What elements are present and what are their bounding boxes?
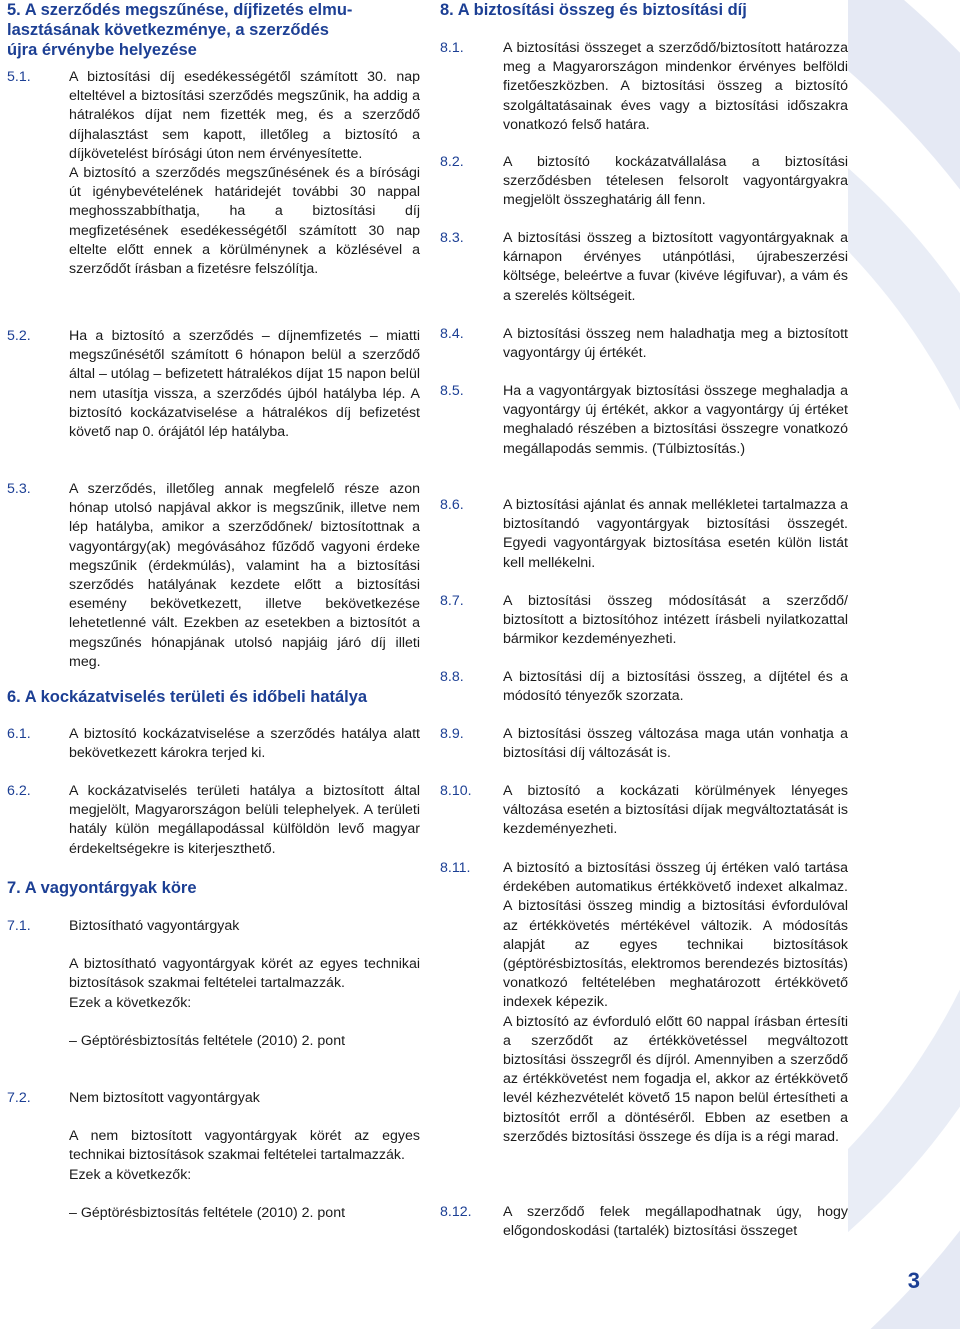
item-number: 8.4. — [440, 326, 464, 342]
item-number: 8.5. — [440, 383, 464, 399]
item-number: 5.3. — [7, 481, 31, 497]
paragraph: A biztosítási összeg a biztosított vagyontárgyaknak a kárnapon érvényes utánpótlási, újrabeszerzési költsége, beleértve a fuvar (kivéve légifuvar), a vám és a szerelés költségeit. — [503, 230, 848, 304]
paragraph: A biztosítási összeg módosítását a szerződő/ biztosított a biztosítóhoz intézett írásbeli nyilatkozattal bármikor kezdeményezheti. — [503, 593, 848, 648]
paragraph: A szerződés, illetőleg annak megfelelő része azon hónap utolsó napjával akkor is megszűnik, illetve nem lép hatályba, amikor a szerződőnek/ biztosítottnak a vagyontárgy(ak) megóvásához fűződő vagyoni érdeke megszűnik (érdekmúlás), valamint ha a biztosítási szerződés hatályának kezdete előtt a biztosítási esemény bekövetkezett, illetve bekövetkezése lehetetlenné vált. Ezekben az esetekben a biztosítót a megszűnés hónapjának utolsó napjáig járó díj illeti meg. — [69, 481, 420, 670]
item-number: 5.2. — [7, 328, 31, 344]
item-number: 7.1. — [7, 918, 31, 934]
page-number: 3 — [907, 1268, 920, 1293]
item-number: 8.1. — [440, 40, 464, 56]
paragraph: A biztosítási díj a biztosítási összeg, a díjtétel és a módosító tényezők szorzata. — [503, 669, 848, 705]
decorative-rings — [848, 0, 960, 1329]
paragraph: Ha a vagyontárgyak biztosítási összege meghaladja a vagyontárgy új értékét, akkor a vagyontárgy új értéket meghaladó részében a biztosítási összegre vonatkozó megállapodás semmis. (Túlbiztosítás.) — [503, 383, 848, 457]
item-number: 8.2. — [440, 154, 464, 170]
item-number: 5.1. — [7, 69, 31, 85]
paragraph: A biztosító a kockázati körülmények lényeges változása esetén a biztosítási díjak megváltoztatását is kezdeményezheti. — [503, 783, 848, 838]
item-number: 8.9. — [440, 726, 464, 742]
section-7-title: 7. A vagyontárgyak köre — [7, 879, 197, 897]
paragraph: A biztosítási összeget a szerződő/biztosított határozza meg a Magyarországon mindenkor érvényes belföldi fizetőeszközben. A biztosítási összeg a biztosító szolgáltatásainak éves vagy a biztosítási időszakra vonatkozó felső határa. — [503, 40, 848, 133]
paragraph: A biztosítási összeg változása maga után vonhatja a biztosítási díj változását is. — [503, 726, 848, 762]
paragraph: A biztosítási összeg nem haladhatja meg a biztosított vagyontárgy új értékét. — [503, 326, 848, 362]
paragraph: A biztosító a szerződés megszűnésének és a bírósági út igénybevételének határidejét további 30 nappal meghosszabbíthatja, ha a biztosítási díj megfizetésének esedékességétől számított 30 nap eltelte előtt ennek a körülménynek a közlésével a szerződőt írásban a fizetésre felszólítja. — [69, 165, 420, 278]
paragraph: A kockázatviselés területi hatálya a biztosított által megjelölt, Magyarországon belüli telephelyek. A területi hatály külön megállapodással külföldön levő magyar érdekeltségekre is kiterjeszthető. — [69, 783, 420, 857]
paragraph: A biztosító kockázatvállalása a biztosítási szerződésben tételesen felsorolt vagyontárgyakra megjelölt összeghatárig áll fenn. — [503, 154, 848, 209]
paragraph: Biztosítható vagyontárgyak — [69, 918, 240, 934]
item-number: 8.7. — [440, 593, 464, 609]
item-number: 8.6. — [440, 497, 464, 513]
section-6-title: 6. A kockázatviselés területi és időbeli hatálya — [7, 688, 368, 706]
item-number: 8.10. — [440, 783, 472, 799]
paragraph: A biztosítható vagyontárgyak körét az egyes technikai biztosítások szakmai feltételei tartalmazzák. — [69, 956, 420, 992]
section-5-title: 5. A szerződés megszűnése, díjfizetés elmu- lasztásának következménye, a szerződés újra érvénybe helyezése — [7, 1, 353, 59]
list-item: – Géptörésbiztosítás feltétele (2010) 2. pont — [69, 1204, 346, 1221]
paragraph: A biztosító kockázatviselése a szerződés hatálya alatt bekövetkezett károkra terjed ki. — [69, 726, 420, 762]
paragraph: A biztosítási díj esedékességétől számított 30. nap elteltével a biztosítási szerződés megszűnik, ha addig a hátralékos díjat nem fizették meg, és a szerződő díjhalasztást sem kapott, illetőleg a biztosító a díjkövetelést bírósági úton nem érvényesítette. — [69, 69, 420, 162]
paragraph: A biztosító a biztosítási összeg új értéken való tartása érdekében automatikus értékkövető indexet alkalmaz. A biztosítási összeg mindig a biztosítási évfordulóval az értékkövetés mértékével változik. A módosítás alapját az egyes technikai biztosítások (géptörésbiztosítás, elektromos berendezés biztosítás) vonatkozó feltételében meghatározott értékkövető indexek képezik. — [503, 860, 848, 1011]
item-number: 8.11. — [440, 860, 471, 876]
paragraph: Nem biztosított vagyontárgyak — [69, 1090, 260, 1106]
item-number: 6.1. — [7, 726, 31, 742]
item-number: 6.2. — [7, 783, 31, 799]
paragraph: A biztosítási ajánlat és annak mellékletei tartalmazza a biztosítandó vagyontárgyak biztosítási összegét. Egyedi vagyontárgyak biztosítása esetén külön listát kell mellékelni. — [503, 497, 848, 571]
section-8-title: 8. A biztosítási összeg és biztosítási díj — [440, 1, 747, 19]
item-number: 7.2. — [7, 1090, 31, 1106]
paragraph: Ezek a következők: — [69, 1166, 192, 1183]
list-item: – Géptörésbiztosítás feltétele (2010) 2. pont — [69, 1032, 346, 1049]
paragraph: Ezek a következők: — [69, 994, 192, 1011]
paragraph: A biztosító az évforduló előtt 60 nappal írásban értesíti a szerződőt az értékkövetéssel megváltozott biztosítási összegről és díjról. Amennyiben a szerződő az értékkövetést nem fogadja el, akkor az értékkövető levél kézhezvételét követő 15 napon belül értesítheti a biztosítót erről a döntéséről. Ebben az esetben a szerződés biztosítási összege és díja is a régi marad. — [503, 1013, 848, 1145]
paragraph: A nem biztosított vagyontárgyak körét az egyes technikai biztosítások szakmai feltételei tartalmazzák. — [69, 1128, 420, 1164]
paragraph: Ha a biztosító a szerződés – díjnemfizetés – miatti megszűnésétől számított 6 hónapon belül a szerződő által – utólag – befizetett hátralékos díjat 15 napon belül nem utasítja vissza, a szerződés újból hatályba lép. A biztosító kockázatviselése a hátralékos díj befizetést követő nap 0. órájától lép hatályba. — [69, 328, 420, 441]
item-number: 8.12. — [440, 1204, 472, 1220]
item-number: 8.8. — [440, 669, 464, 685]
item-number: 8.3. — [440, 230, 464, 246]
paragraph: A szerződő felek megállapodhatnak úgy, hogy előgondoskodási (tartalék) biztosítási összeget — [503, 1204, 848, 1240]
